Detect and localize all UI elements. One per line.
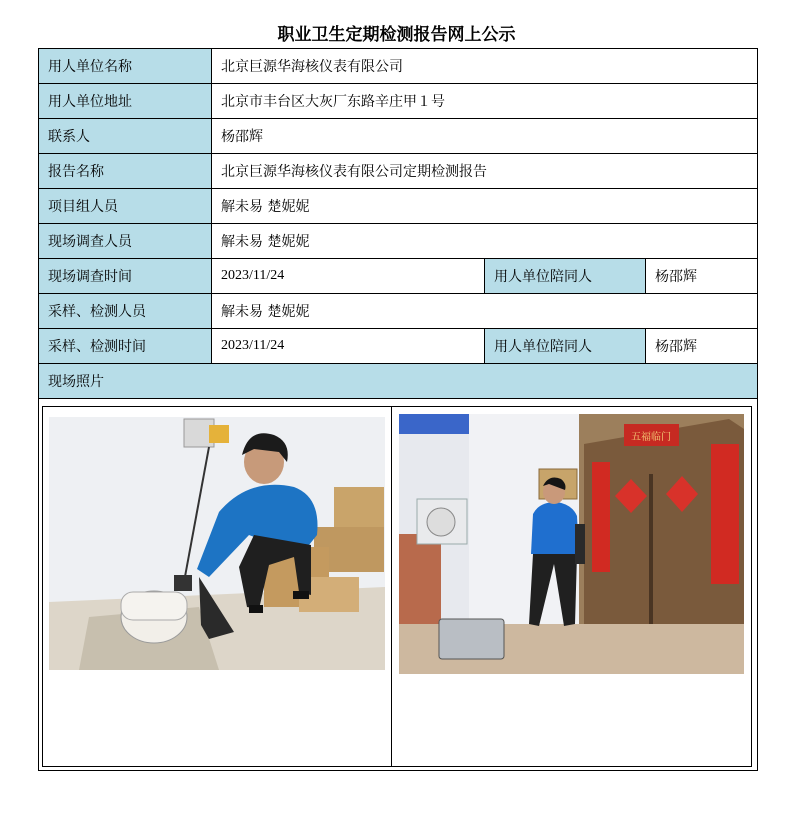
table-row [39, 189, 758, 224]
contact-value: 杨邵辉 [212, 119, 758, 154]
survey-time-label: 现场调查时间 [39, 259, 212, 294]
site-photo-indoor-image [49, 417, 385, 670]
table-row [39, 154, 758, 189]
survey-escort-label: 用人单位陪同人 [485, 259, 646, 294]
site-photo-indoor [49, 417, 385, 670]
door-plaque-text: 五福临门 [631, 432, 671, 443]
survey-time-value: 2023/11/24 [212, 259, 485, 294]
project-team-value: 解未易 楚妮妮 [212, 189, 758, 224]
sampling-escort-value: 杨邵辉 [646, 329, 758, 364]
table-row [39, 49, 758, 84]
page-title: 职业卫生定期检测报告网上公示 [277, 25, 516, 45]
photo-divider [391, 407, 392, 766]
survey-staff-value: 解未易 楚妮妮 [212, 224, 758, 259]
report-name-value: 北京巨源华海核仪表有限公司定期检测报告 [212, 154, 758, 189]
site-photo-outdoor-image [399, 414, 744, 674]
table-row [39, 119, 758, 154]
photos-label: 现场照片 [39, 364, 758, 399]
table-row [39, 84, 758, 119]
photo-frame [42, 406, 752, 767]
sampling-time-value: 2023/11/24 [212, 329, 485, 364]
employer-address-label: 用人单位地址 [39, 84, 212, 119]
sampling-time-label: 采样、检测时间 [39, 329, 212, 364]
sampling-staff-label: 采样、检测人员 [39, 294, 212, 329]
table-row [39, 294, 758, 329]
survey-staff-label: 现场调查人员 [39, 224, 212, 259]
contact-label: 联系人 [39, 119, 212, 154]
project-team-label: 项目组人员 [39, 189, 212, 224]
employer-name-label: 用人单位名称 [39, 49, 212, 84]
report-name-label: 报告名称 [39, 154, 212, 189]
survey-escort-value: 杨邵辉 [646, 259, 758, 294]
sampling-escort-label: 用人单位陪同人 [485, 329, 646, 364]
table-row [39, 329, 758, 364]
employer-name-value: 北京巨源华海核仪表有限公司 [212, 49, 758, 84]
table-row [39, 364, 758, 399]
table-row [39, 224, 758, 259]
employer-address-value: 北京市丰台区大灰厂东路辛庄甲１号 [212, 84, 758, 119]
sampling-staff-value: 解未易 楚妮妮 [212, 294, 758, 329]
site-photo-outdoor [399, 414, 744, 674]
table-row [39, 259, 758, 294]
